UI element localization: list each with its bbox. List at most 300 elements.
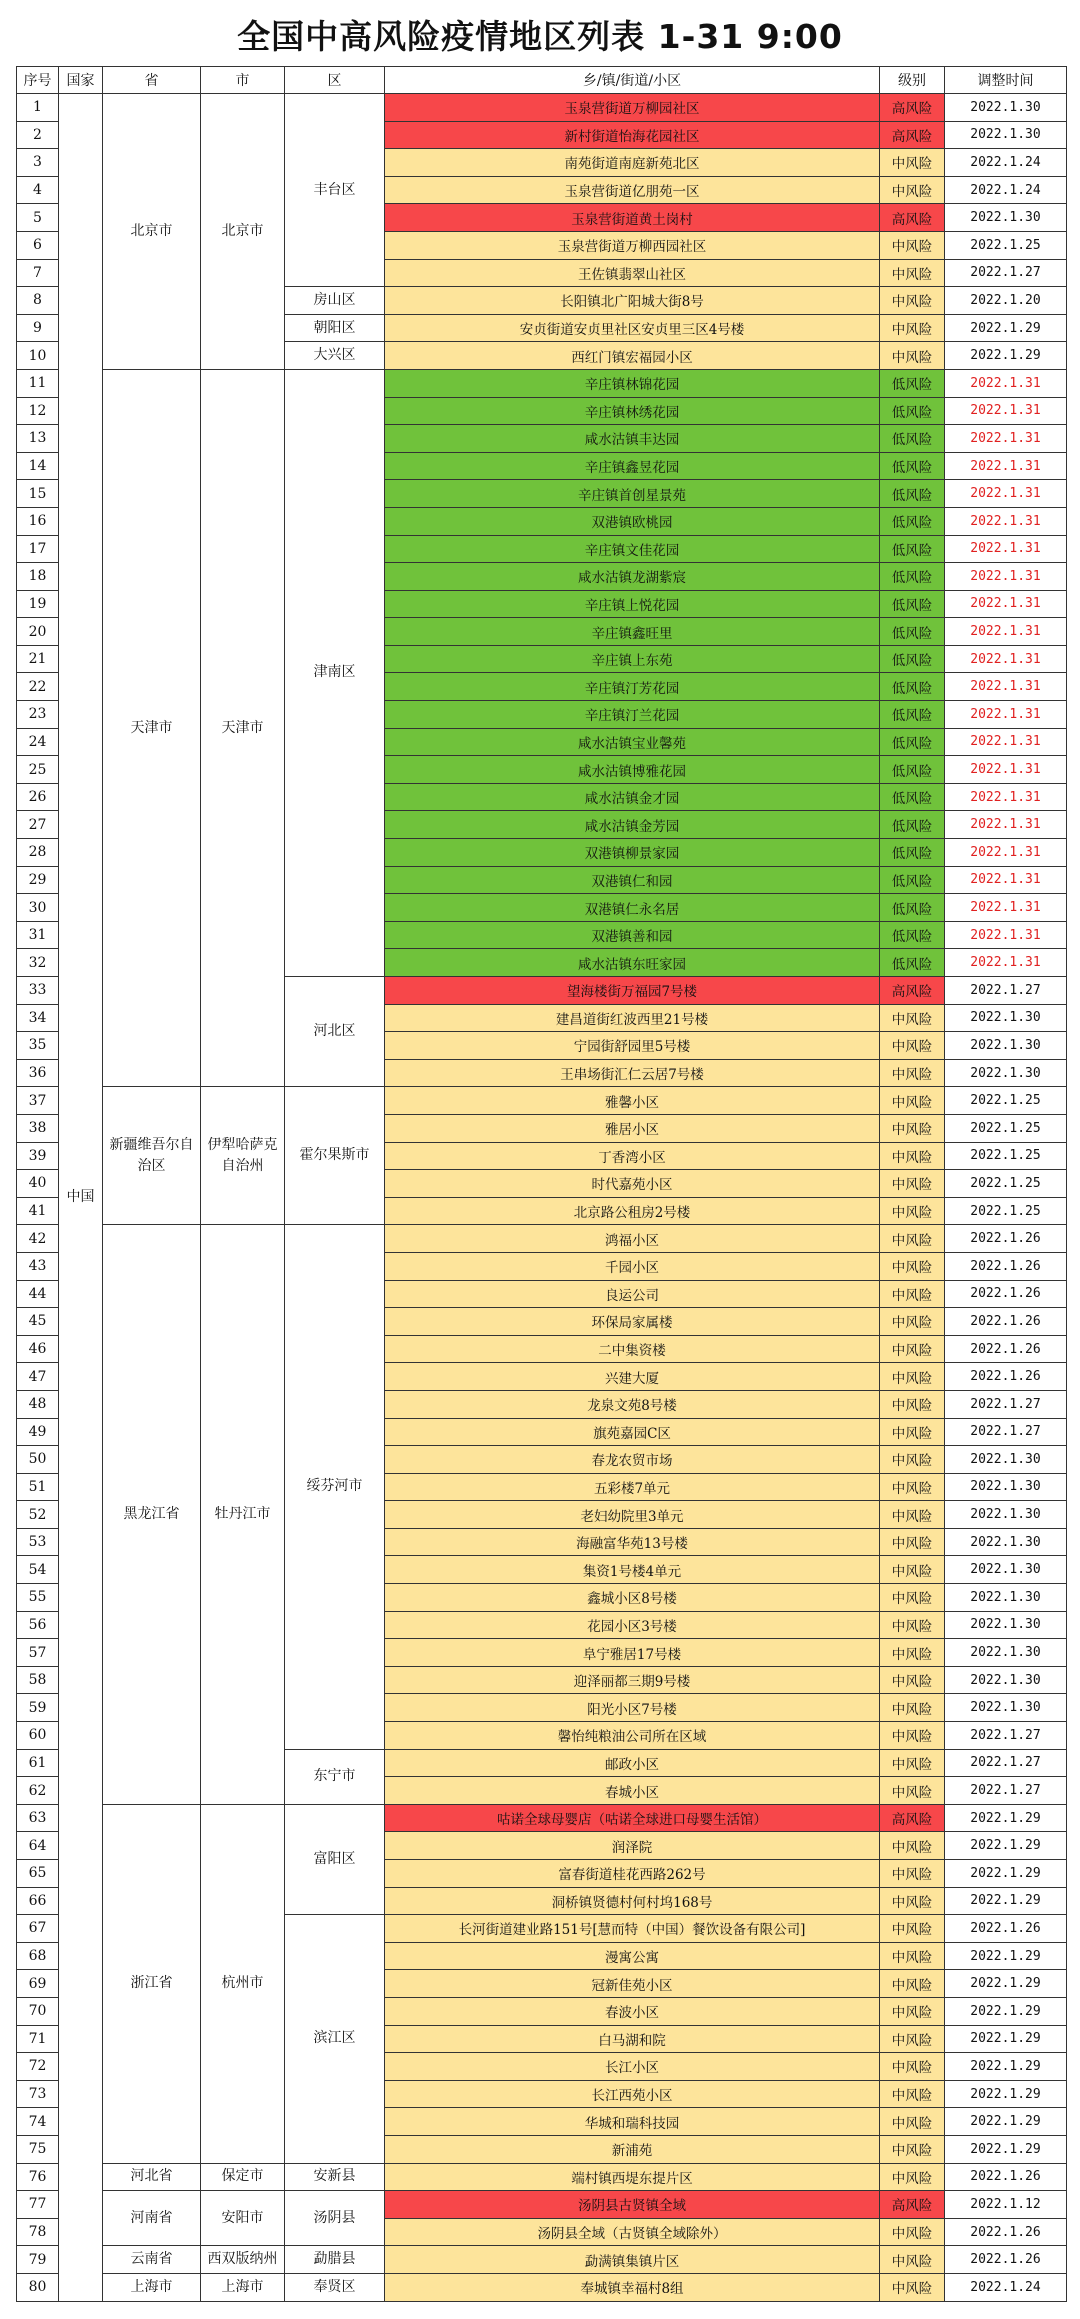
- risk-level-badge: 中风险: [880, 1528, 945, 1556]
- adjust-date-cell: 2022.1.30: [945, 1059, 1067, 1087]
- row-number: 34: [17, 1004, 59, 1032]
- risk-level-badge: 中风险: [880, 1915, 945, 1943]
- row-number: 23: [17, 701, 59, 729]
- risk-level-badge: 低风险: [880, 673, 945, 701]
- risk-level-badge: 高风险: [880, 977, 945, 1005]
- adjust-date-cell: 2022.1.20: [945, 287, 1067, 315]
- location-cell: 新浦苑: [385, 2135, 880, 2163]
- adjust-date-cell: 2022.1.24: [945, 149, 1067, 177]
- location-cell: 时代嘉苑小区: [385, 1170, 880, 1198]
- row-number: 12: [17, 397, 59, 425]
- row-number: 56: [17, 1611, 59, 1639]
- location-cell: 华城和瑞科技园: [385, 2108, 880, 2136]
- risk-level-badge: 中风险: [880, 2273, 945, 2301]
- row-number: 54: [17, 1556, 59, 1584]
- row-number: 51: [17, 1473, 59, 1501]
- risk-level-badge: 低风险: [880, 590, 945, 618]
- district-cell: 朝阳区: [285, 314, 385, 342]
- row-number: 72: [17, 2053, 59, 2081]
- adjust-date-cell: 2022.1.30: [945, 1473, 1067, 1501]
- adjust-date-cell: 2022.1.31: [945, 673, 1067, 701]
- risk-level-badge: 中风险: [880, 1749, 945, 1777]
- city-cell: 牡丹江市: [201, 1225, 285, 1804]
- table-row: [17, 1087, 1067, 1115]
- location-cell: 馨怡纯粮油公司所在区域: [385, 1722, 880, 1750]
- adjust-date-cell: 2022.1.24: [945, 2273, 1067, 2301]
- risk-level-badge: 高风险: [880, 204, 945, 232]
- location-cell: 雅馨小区: [385, 1087, 880, 1115]
- location-cell: 辛庄镇汀兰花园: [385, 701, 880, 729]
- location-cell: 辛庄镇上东苑: [385, 645, 880, 673]
- risk-level-badge: 低风险: [880, 728, 945, 756]
- adjust-date-cell: 2022.1.31: [945, 452, 1067, 480]
- city-cell: 杭州市: [201, 1804, 285, 2163]
- province-cell: 新疆维吾尔自治区: [103, 1087, 201, 1225]
- risk-level-badge: 低风险: [880, 866, 945, 894]
- location-cell: 旗苑嘉园C区: [385, 1418, 880, 1446]
- risk-level-badge: 低风险: [880, 369, 945, 397]
- location-cell: 双港镇欧桃园: [385, 507, 880, 535]
- risk-level-badge: 中风险: [880, 1970, 945, 1998]
- risk-level-badge: 中风险: [880, 1777, 945, 1805]
- location-cell: 长江小区: [385, 2053, 880, 2081]
- row-number: 47: [17, 1363, 59, 1391]
- risk-level-badge: 中风险: [880, 231, 945, 259]
- risk-level-badge: 中风险: [880, 149, 945, 177]
- row-number: 69: [17, 1970, 59, 1998]
- risk-level-badge: 低风险: [880, 425, 945, 453]
- adjust-date-cell: 2022.1.30: [945, 1611, 1067, 1639]
- location-cell: 白马湖和院: [385, 2025, 880, 2053]
- risk-level-badge: 中风险: [880, 1004, 945, 1032]
- row-number: 15: [17, 480, 59, 508]
- province-cell: 天津市: [103, 369, 201, 1086]
- row-number: 9: [17, 314, 59, 342]
- location-cell: 集资1号楼4单元: [385, 1556, 880, 1584]
- location-cell: 辛庄镇汀芳花园: [385, 673, 880, 701]
- location-cell: 漫寓公寓: [385, 1942, 880, 1970]
- district-cell: 富阳区: [285, 1804, 385, 1914]
- adjust-date-cell: 2022.1.25: [945, 231, 1067, 259]
- adjust-date-cell: 2022.1.31: [945, 590, 1067, 618]
- risk-level-badge: 中风险: [880, 1308, 945, 1336]
- location-cell: 长阳镇北广阳城大街8号: [385, 287, 880, 315]
- row-number: 50: [17, 1446, 59, 1474]
- adjust-date-cell: 2022.1.27: [945, 1722, 1067, 1750]
- row-number: 16: [17, 507, 59, 535]
- adjust-date-cell: 2022.1.26: [945, 1308, 1067, 1336]
- row-number: 27: [17, 811, 59, 839]
- row-number: 4: [17, 176, 59, 204]
- adjust-date-cell: 2022.1.27: [945, 1418, 1067, 1446]
- risk-level-badge: 中风险: [880, 1694, 945, 1722]
- header-no: 序号: [17, 67, 59, 94]
- row-number: 73: [17, 2080, 59, 2108]
- location-cell: 辛庄镇林绣花园: [385, 397, 880, 425]
- location-cell: 丁香湾小区: [385, 1142, 880, 1170]
- adjust-date-cell: 2022.1.26: [945, 2218, 1067, 2246]
- adjust-date-cell: 2022.1.25: [945, 1197, 1067, 1225]
- location-cell: 辛庄镇文佳花园: [385, 535, 880, 563]
- row-number: 7: [17, 259, 59, 287]
- row-number: 49: [17, 1418, 59, 1446]
- row-number: 68: [17, 1942, 59, 1970]
- district-cell: 房山区: [285, 287, 385, 315]
- row-number: 57: [17, 1639, 59, 1667]
- risk-level-badge: 中风险: [880, 1114, 945, 1142]
- adjust-date-cell: 2022.1.31: [945, 618, 1067, 646]
- city-cell: 天津市: [201, 369, 285, 1086]
- adjust-date-cell: 2022.1.25: [945, 1170, 1067, 1198]
- location-cell: 宁园街舒园里5号楼: [385, 1032, 880, 1060]
- adjust-date-cell: 2022.1.29: [945, 2025, 1067, 2053]
- adjust-date-cell: 2022.1.30: [945, 1004, 1067, 1032]
- row-number: 53: [17, 1528, 59, 1556]
- adjust-date-cell: 2022.1.30: [945, 1528, 1067, 1556]
- row-number: 78: [17, 2218, 59, 2246]
- district-cell: 霍尔果斯市: [285, 1087, 385, 1225]
- risk-level-badge: 中风险: [880, 2135, 945, 2163]
- row-number: 64: [17, 1832, 59, 1860]
- location-cell: 五彩楼7单元: [385, 1473, 880, 1501]
- adjust-date-cell: 2022.1.31: [945, 645, 1067, 673]
- risk-level-badge: 中风险: [880, 2025, 945, 2053]
- risk-level-badge: 高风险: [880, 1804, 945, 1832]
- city-cell: 保定市: [201, 2163, 285, 2191]
- row-number: 1: [17, 94, 59, 122]
- city-cell: 上海市: [201, 2273, 285, 2301]
- table-body: [17, 94, 1067, 2302]
- row-number: 43: [17, 1252, 59, 1280]
- adjust-date-cell: 2022.1.31: [945, 425, 1067, 453]
- row-number: 38: [17, 1114, 59, 1142]
- risk-level-badge: 中风险: [880, 1280, 945, 1308]
- adjust-date-cell: 2022.1.26: [945, 1915, 1067, 1943]
- province-cell: 云南省: [103, 2246, 201, 2274]
- location-cell: 辛庄镇鑫旺里: [385, 618, 880, 646]
- risk-level-badge: 中风险: [880, 2218, 945, 2246]
- header-location: 乡/镇/街道/小区: [385, 67, 880, 94]
- row-number: 61: [17, 1749, 59, 1777]
- table-row: [17, 94, 1067, 122]
- adjust-date-cell: 2022.1.31: [945, 756, 1067, 784]
- district-cell: 东宁市: [285, 1749, 385, 1804]
- risk-level-badge: 中风险: [880, 1887, 945, 1915]
- row-number: 80: [17, 2273, 59, 2301]
- row-number: 32: [17, 949, 59, 977]
- row-number: 67: [17, 1915, 59, 1943]
- adjust-date-cell: 2022.1.27: [945, 1777, 1067, 1805]
- adjust-date-cell: 2022.1.31: [945, 811, 1067, 839]
- row-number: 31: [17, 921, 59, 949]
- row-number: 70: [17, 1997, 59, 2025]
- location-cell: 润泽院: [385, 1832, 880, 1860]
- risk-level-badge: 中风险: [880, 1087, 945, 1115]
- province-cell: 黑龙江省: [103, 1225, 201, 1804]
- location-cell: 辛庄镇首创星景苑: [385, 480, 880, 508]
- location-cell: 阜宁雅居17号楼: [385, 1639, 880, 1667]
- location-cell: 望海楼街万福园7号楼: [385, 977, 880, 1005]
- risk-level-badge: 中风险: [880, 1860, 945, 1888]
- risk-level-badge: 低风险: [880, 894, 945, 922]
- adjust-date-cell: 2022.1.25: [945, 1142, 1067, 1170]
- district-cell: 勐腊县: [285, 2246, 385, 2274]
- risk-level-badge: 中风险: [880, 1639, 945, 1667]
- adjust-date-cell: 2022.1.30: [945, 1666, 1067, 1694]
- adjust-date-cell: 2022.1.26: [945, 2246, 1067, 2274]
- risk-level-badge: 中风险: [880, 1032, 945, 1060]
- risk-level-badge: 低风险: [880, 480, 945, 508]
- row-number: 26: [17, 783, 59, 811]
- row-number: 52: [17, 1501, 59, 1529]
- adjust-date-cell: 2022.1.29: [945, 1832, 1067, 1860]
- risk-level-badge: 中风险: [880, 342, 945, 370]
- row-number: 30: [17, 894, 59, 922]
- row-number: 28: [17, 839, 59, 867]
- risk-level-badge: 中风险: [880, 1059, 945, 1087]
- location-cell: 辛庄镇上悦花园: [385, 590, 880, 618]
- risk-level-badge: 中风险: [880, 2108, 945, 2136]
- row-number: 13: [17, 425, 59, 453]
- row-number: 60: [17, 1722, 59, 1750]
- province-cell: 河北省: [103, 2163, 201, 2191]
- header-city: 市: [201, 67, 285, 94]
- location-cell: 王串场街汇仁云居7号楼: [385, 1059, 880, 1087]
- row-number: 35: [17, 1032, 59, 1060]
- row-number: 58: [17, 1666, 59, 1694]
- location-cell: 迎泽丽都三期9号楼: [385, 1666, 880, 1694]
- row-number: 11: [17, 369, 59, 397]
- risk-level-badge: 中风险: [880, 1363, 945, 1391]
- location-cell: 富春街道桂花西路262号: [385, 1860, 880, 1888]
- location-cell: 南苑街道南庭新苑北区: [385, 149, 880, 177]
- row-number: 55: [17, 1584, 59, 1612]
- header-date: 调整时间: [945, 67, 1067, 94]
- row-number: 65: [17, 1860, 59, 1888]
- risk-level-badge: 中风险: [880, 2163, 945, 2191]
- location-cell: 咸水沽镇丰达园: [385, 425, 880, 453]
- row-number: 77: [17, 2191, 59, 2219]
- province-cell: 浙江省: [103, 1804, 201, 2163]
- adjust-date-cell: 2022.1.29: [945, 2108, 1067, 2136]
- district-cell: 绥芬河市: [285, 1225, 385, 1749]
- risk-level-badge: 中风险: [880, 1390, 945, 1418]
- location-cell: 西红门镇宏福园小区: [385, 342, 880, 370]
- adjust-date-cell: 2022.1.29: [945, 1997, 1067, 2025]
- adjust-date-cell: 2022.1.30: [945, 1639, 1067, 1667]
- location-cell: 环保局家属楼: [385, 1308, 880, 1336]
- location-cell: 勐满镇集镇片区: [385, 2246, 880, 2274]
- location-cell: 鸿福小区: [385, 1225, 880, 1253]
- row-number: 5: [17, 204, 59, 232]
- location-cell: 龙泉文苑8号楼: [385, 1390, 880, 1418]
- adjust-date-cell: 2022.1.31: [945, 728, 1067, 756]
- district-cell: 汤阴县: [285, 2191, 385, 2246]
- risk-level-badge: 中风险: [880, 1170, 945, 1198]
- adjust-date-cell: 2022.1.29: [945, 2053, 1067, 2081]
- district-cell: 津南区: [285, 369, 385, 976]
- adjust-date-cell: 2022.1.29: [945, 314, 1067, 342]
- row-number: 59: [17, 1694, 59, 1722]
- risk-level-badge: 中风险: [880, 287, 945, 315]
- location-cell: 海融富华苑13号楼: [385, 1528, 880, 1556]
- adjust-date-cell: 2022.1.31: [945, 783, 1067, 811]
- risk-level-badge: 中风险: [880, 1832, 945, 1860]
- location-cell: 春龙农贸市场: [385, 1446, 880, 1474]
- location-cell: 春波小区: [385, 1997, 880, 2025]
- row-number: 41: [17, 1197, 59, 1225]
- row-number: 6: [17, 231, 59, 259]
- adjust-date-cell: 2022.1.31: [945, 507, 1067, 535]
- risk-level-badge: 中风险: [880, 1252, 945, 1280]
- location-cell: 玉泉营街道万柳西园社区: [385, 231, 880, 259]
- risk-level-badge: 低风险: [880, 507, 945, 535]
- district-cell: 大兴区: [285, 342, 385, 370]
- adjust-date-cell: 2022.1.30: [945, 121, 1067, 149]
- table-row: [17, 1225, 1067, 1253]
- adjust-date-cell: 2022.1.26: [945, 1225, 1067, 1253]
- adjust-date-cell: 2022.1.26: [945, 1280, 1067, 1308]
- adjust-date-cell: 2022.1.30: [945, 1694, 1067, 1722]
- row-number: 21: [17, 645, 59, 673]
- row-number: 48: [17, 1390, 59, 1418]
- location-cell: 辛庄镇鑫昱花园: [385, 452, 880, 480]
- adjust-date-cell: 2022.1.26: [945, 1363, 1067, 1391]
- adjust-date-cell: 2022.1.31: [945, 480, 1067, 508]
- location-cell: 安贞街道安贞里社区安贞里三区4号楼: [385, 314, 880, 342]
- risk-level-badge: 低风险: [880, 701, 945, 729]
- risk-level-badge: 低风险: [880, 756, 945, 784]
- province-cell: 上海市: [103, 2273, 201, 2301]
- adjust-date-cell: 2022.1.30: [945, 204, 1067, 232]
- risk-level-badge: 低风险: [880, 452, 945, 480]
- row-number: 36: [17, 1059, 59, 1087]
- table-row: [17, 2191, 1067, 2219]
- adjust-date-cell: 2022.1.31: [945, 701, 1067, 729]
- adjust-date-cell: 2022.1.31: [945, 535, 1067, 563]
- adjust-date-cell: 2022.1.26: [945, 1335, 1067, 1363]
- risk-level-badge: 中风险: [880, 1942, 945, 1970]
- location-cell: 洞桥镇贤德村何村坞168号: [385, 1887, 880, 1915]
- location-cell: 玉泉营街道亿朋苑一区: [385, 176, 880, 204]
- header-district: 区: [285, 67, 385, 94]
- location-cell: 北京路公租房2号楼: [385, 1197, 880, 1225]
- risk-level-badge: 中风险: [880, 2246, 945, 2274]
- risk-level-badge: 中风险: [880, 1446, 945, 1474]
- location-cell: 二中集资楼: [385, 1335, 880, 1363]
- row-number: 71: [17, 2025, 59, 2053]
- row-number: 74: [17, 2108, 59, 2136]
- risk-level-badge: 高风险: [880, 2191, 945, 2219]
- table-row: [17, 1804, 1067, 1832]
- risk-level-badge: 低风险: [880, 783, 945, 811]
- risk-level-badge: 中风险: [880, 259, 945, 287]
- row-number: 66: [17, 1887, 59, 1915]
- location-cell: 冠新佳苑小区: [385, 1970, 880, 1998]
- adjust-date-cell: 2022.1.29: [945, 2080, 1067, 2108]
- location-cell: 新村街道怡海花园社区: [385, 121, 880, 149]
- country-cell: 中国: [59, 94, 103, 2302]
- risk-level-badge: 中风险: [880, 1722, 945, 1750]
- adjust-date-cell: 2022.1.29: [945, 1887, 1067, 1915]
- adjust-date-cell: 2022.1.31: [945, 369, 1067, 397]
- adjust-date-cell: 2022.1.31: [945, 894, 1067, 922]
- risk-area-table: [16, 66, 1067, 2302]
- location-cell: 雅居小区: [385, 1114, 880, 1142]
- row-number: 24: [17, 728, 59, 756]
- location-cell: 咸水沽镇龙湖紫宸: [385, 563, 880, 591]
- risk-level-badge: 低风险: [880, 839, 945, 867]
- header-country: 国家: [59, 67, 103, 94]
- risk-level-badge: 低风险: [880, 645, 945, 673]
- adjust-date-cell: 2022.1.25: [945, 1087, 1067, 1115]
- location-cell: 汤阴县古贤镇全域: [385, 2191, 880, 2219]
- header-level: 级别: [880, 67, 945, 94]
- location-cell: 邮政小区: [385, 1749, 880, 1777]
- row-number: 29: [17, 866, 59, 894]
- row-number: 19: [17, 590, 59, 618]
- row-number: 22: [17, 673, 59, 701]
- adjust-date-cell: 2022.1.30: [945, 1446, 1067, 1474]
- adjust-date-cell: 2022.1.27: [945, 1390, 1067, 1418]
- adjust-date-cell: 2022.1.29: [945, 1942, 1067, 1970]
- location-cell: 春城小区: [385, 1777, 880, 1805]
- location-cell: 良运公司: [385, 1280, 880, 1308]
- location-cell: 阳光小区7号楼: [385, 1694, 880, 1722]
- district-cell: 奉贤区: [285, 2273, 385, 2301]
- location-cell: 建昌道街红波西里21号楼: [385, 1004, 880, 1032]
- province-cell: 河南省: [103, 2191, 201, 2246]
- risk-level-badge: 中风险: [880, 176, 945, 204]
- adjust-date-cell: 2022.1.29: [945, 2135, 1067, 2163]
- location-cell: 奉城镇幸福村8组: [385, 2273, 880, 2301]
- adjust-date-cell: 2022.1.31: [945, 563, 1067, 591]
- adjust-date-cell: 2022.1.30: [945, 1032, 1067, 1060]
- risk-level-badge: 中风险: [880, 1584, 945, 1612]
- location-cell: 长江西苑小区: [385, 2080, 880, 2108]
- location-cell: 咸水沽镇宝业馨苑: [385, 728, 880, 756]
- risk-level-badge: 低风险: [880, 397, 945, 425]
- city-cell: 伊犁哈萨克自治州: [201, 1087, 285, 1225]
- adjust-date-cell: 2022.1.31: [945, 866, 1067, 894]
- adjust-date-cell: 2022.1.31: [945, 921, 1067, 949]
- row-number: 3: [17, 149, 59, 177]
- adjust-date-cell: 2022.1.24: [945, 176, 1067, 204]
- table-row: [17, 2273, 1067, 2301]
- row-number: 63: [17, 1804, 59, 1832]
- location-cell: 鑫城小区8号楼: [385, 1584, 880, 1612]
- risk-level-badge: 中风险: [880, 1142, 945, 1170]
- location-cell: 汤阴县全域（古贤镇全域除外）: [385, 2218, 880, 2246]
- row-number: 76: [17, 2163, 59, 2191]
- row-number: 10: [17, 342, 59, 370]
- city-cell: 北京市: [201, 94, 285, 370]
- district-cell: 安新县: [285, 2163, 385, 2191]
- adjust-date-cell: 2022.1.27: [945, 259, 1067, 287]
- risk-level-badge: 低风险: [880, 618, 945, 646]
- risk-level-badge: 中风险: [880, 1335, 945, 1363]
- adjust-date-cell: 2022.1.30: [945, 94, 1067, 122]
- location-cell: 双港镇仁永名居: [385, 894, 880, 922]
- row-number: 25: [17, 756, 59, 784]
- table-row: [17, 2163, 1067, 2191]
- risk-level-badge: 中风险: [880, 1225, 945, 1253]
- row-number: 75: [17, 2135, 59, 2163]
- risk-level-badge: 中风险: [880, 1666, 945, 1694]
- location-cell: 咕诺全球母婴店（咕诺全球进口母婴生活馆）: [385, 1804, 880, 1832]
- adjust-date-cell: 2022.1.27: [945, 977, 1067, 1005]
- province-cell: 北京市: [103, 94, 201, 370]
